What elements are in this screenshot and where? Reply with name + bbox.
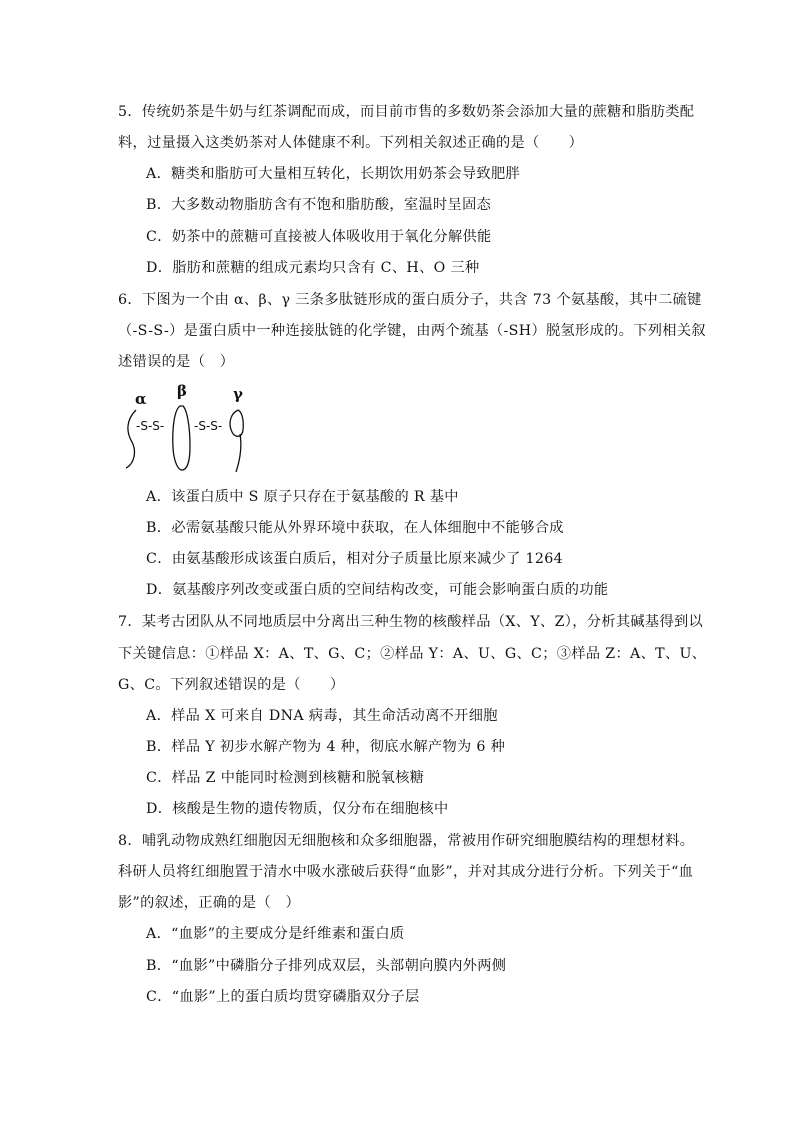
beta-chain [173, 406, 190, 470]
gamma-label: γ [233, 385, 243, 403]
q7-stem-line-2: 下关键信息：①样品 X：A、T、G、C；②样品 Y：A、U、G、C；③样品 Z：A、T、U、 [118, 646, 707, 662]
q7-option-d: D．核酸是生物的遗传物质，仅分布在细胞核中 [146, 801, 449, 817]
alpha-label: α [135, 390, 147, 408]
q5-option-b: B．大多数动物脂肪含有不饱和脂肪酸，室温时呈固态 [146, 197, 492, 213]
q7-stem-line-3: G、C。下列叙述错误的是（ ） [118, 677, 345, 693]
q5-option-c: C．奶茶中的蔗糖可直接被人体吸收用于氧化分解供能 [146, 229, 492, 245]
q7-stem-line-1: 7．某考古团队从不同地质层中分离出三种生物的核酸样品（X、Y、Z），分析其碱基得到以 [118, 614, 704, 630]
q6-stem-line-2: （-S-S-）是蛋白质中一种连接肽链的化学键，由两个巯基（-SH）脱氢形成的。下列相关叙 [118, 323, 706, 339]
q6-stem-line-3: 述错误的是（ ） [118, 354, 235, 370]
q6-option-b: B．必需氨基酸只能从外界环境中获取，在人体细胞中不能够合成 [146, 520, 564, 536]
protein-diagram-svg [122, 380, 272, 480]
q8-stem-line-2: 科研人员将红细胞置于清水中吸水涨破后获得“血影”，并对其成分进行分析。下列关于“血 [118, 864, 694, 880]
q7-option-b: B．样品 Y 初步水解产物为 4 种，彻底水解产物为 6 种 [146, 739, 506, 755]
q7-option-c: C．样品 Z 中能同时检测到核糖和脱氧核糖 [146, 770, 425, 786]
q6-stem-line-1: 6．下图为一个由 α、β、γ 三条多肽链形成的蛋白质分子，共含 73 个氨基酸，其中二硫键 [118, 292, 702, 308]
q6-option-a: A．该蛋白质中 S 原子只存在于氨基酸的 R 基中 [146, 489, 459, 505]
q8-stem-line-3: 影”的叙述，正确的是（ ） [118, 895, 301, 911]
q6-option-d: D．氨基酸序列改变或蛋白质的空间结构改变，可能会影响蛋白质的功能 [146, 582, 609, 598]
q5-option-a: A．糖类和脂肪可大量相互转化，长期饮用奶茶会导致肥胖 [146, 166, 521, 182]
alpha-chain [126, 410, 136, 468]
q8-option-a: A．“血影”的主要成分是纤维素和蛋白质 [146, 926, 405, 942]
q8-option-c: C．“血影”上的蛋白质均贯穿磷脂双分子层 [146, 989, 420, 1005]
q8-option-b: B．“血影”中磷脂分子排列成双层，头部朝向膜内外两侧 [146, 958, 507, 974]
q7-option-a: A．样品 X 可来自 DNA 病毒，其生命活动离不开细胞 [146, 708, 498, 724]
q8-stem-line-1: 8．哺乳动物成熟红细胞因无细胞核和众多细胞器，常被用作研究细胞膜结构的理想材料。 [118, 833, 695, 849]
q6-option-c: C．由氨基酸形成该蛋白质后，相对分子质量比原来减少了 1264 [146, 551, 564, 567]
q5-stem-line-1: 5．传统奶茶是牛奶与红茶调配而成，而目前市售的多数奶茶会添加大量的蔗糖和脂肪类配 [118, 104, 695, 120]
gamma-chain [230, 410, 243, 472]
disulfide-bond-2: -S-S- [194, 419, 223, 433]
protein-structure-diagram [122, 380, 272, 480]
q5-option-d: D．脂肪和蔗糖的组成元素均只含有 C、H、O 三种 [146, 260, 480, 276]
disulfide-bond-1: -S-S- [136, 419, 165, 433]
q5-stem-line-2: 料，过量摄入这类奶茶对人体健康不利。下列相关叙述正确的是（ ） [118, 135, 584, 151]
beta-label: β [177, 382, 187, 400]
